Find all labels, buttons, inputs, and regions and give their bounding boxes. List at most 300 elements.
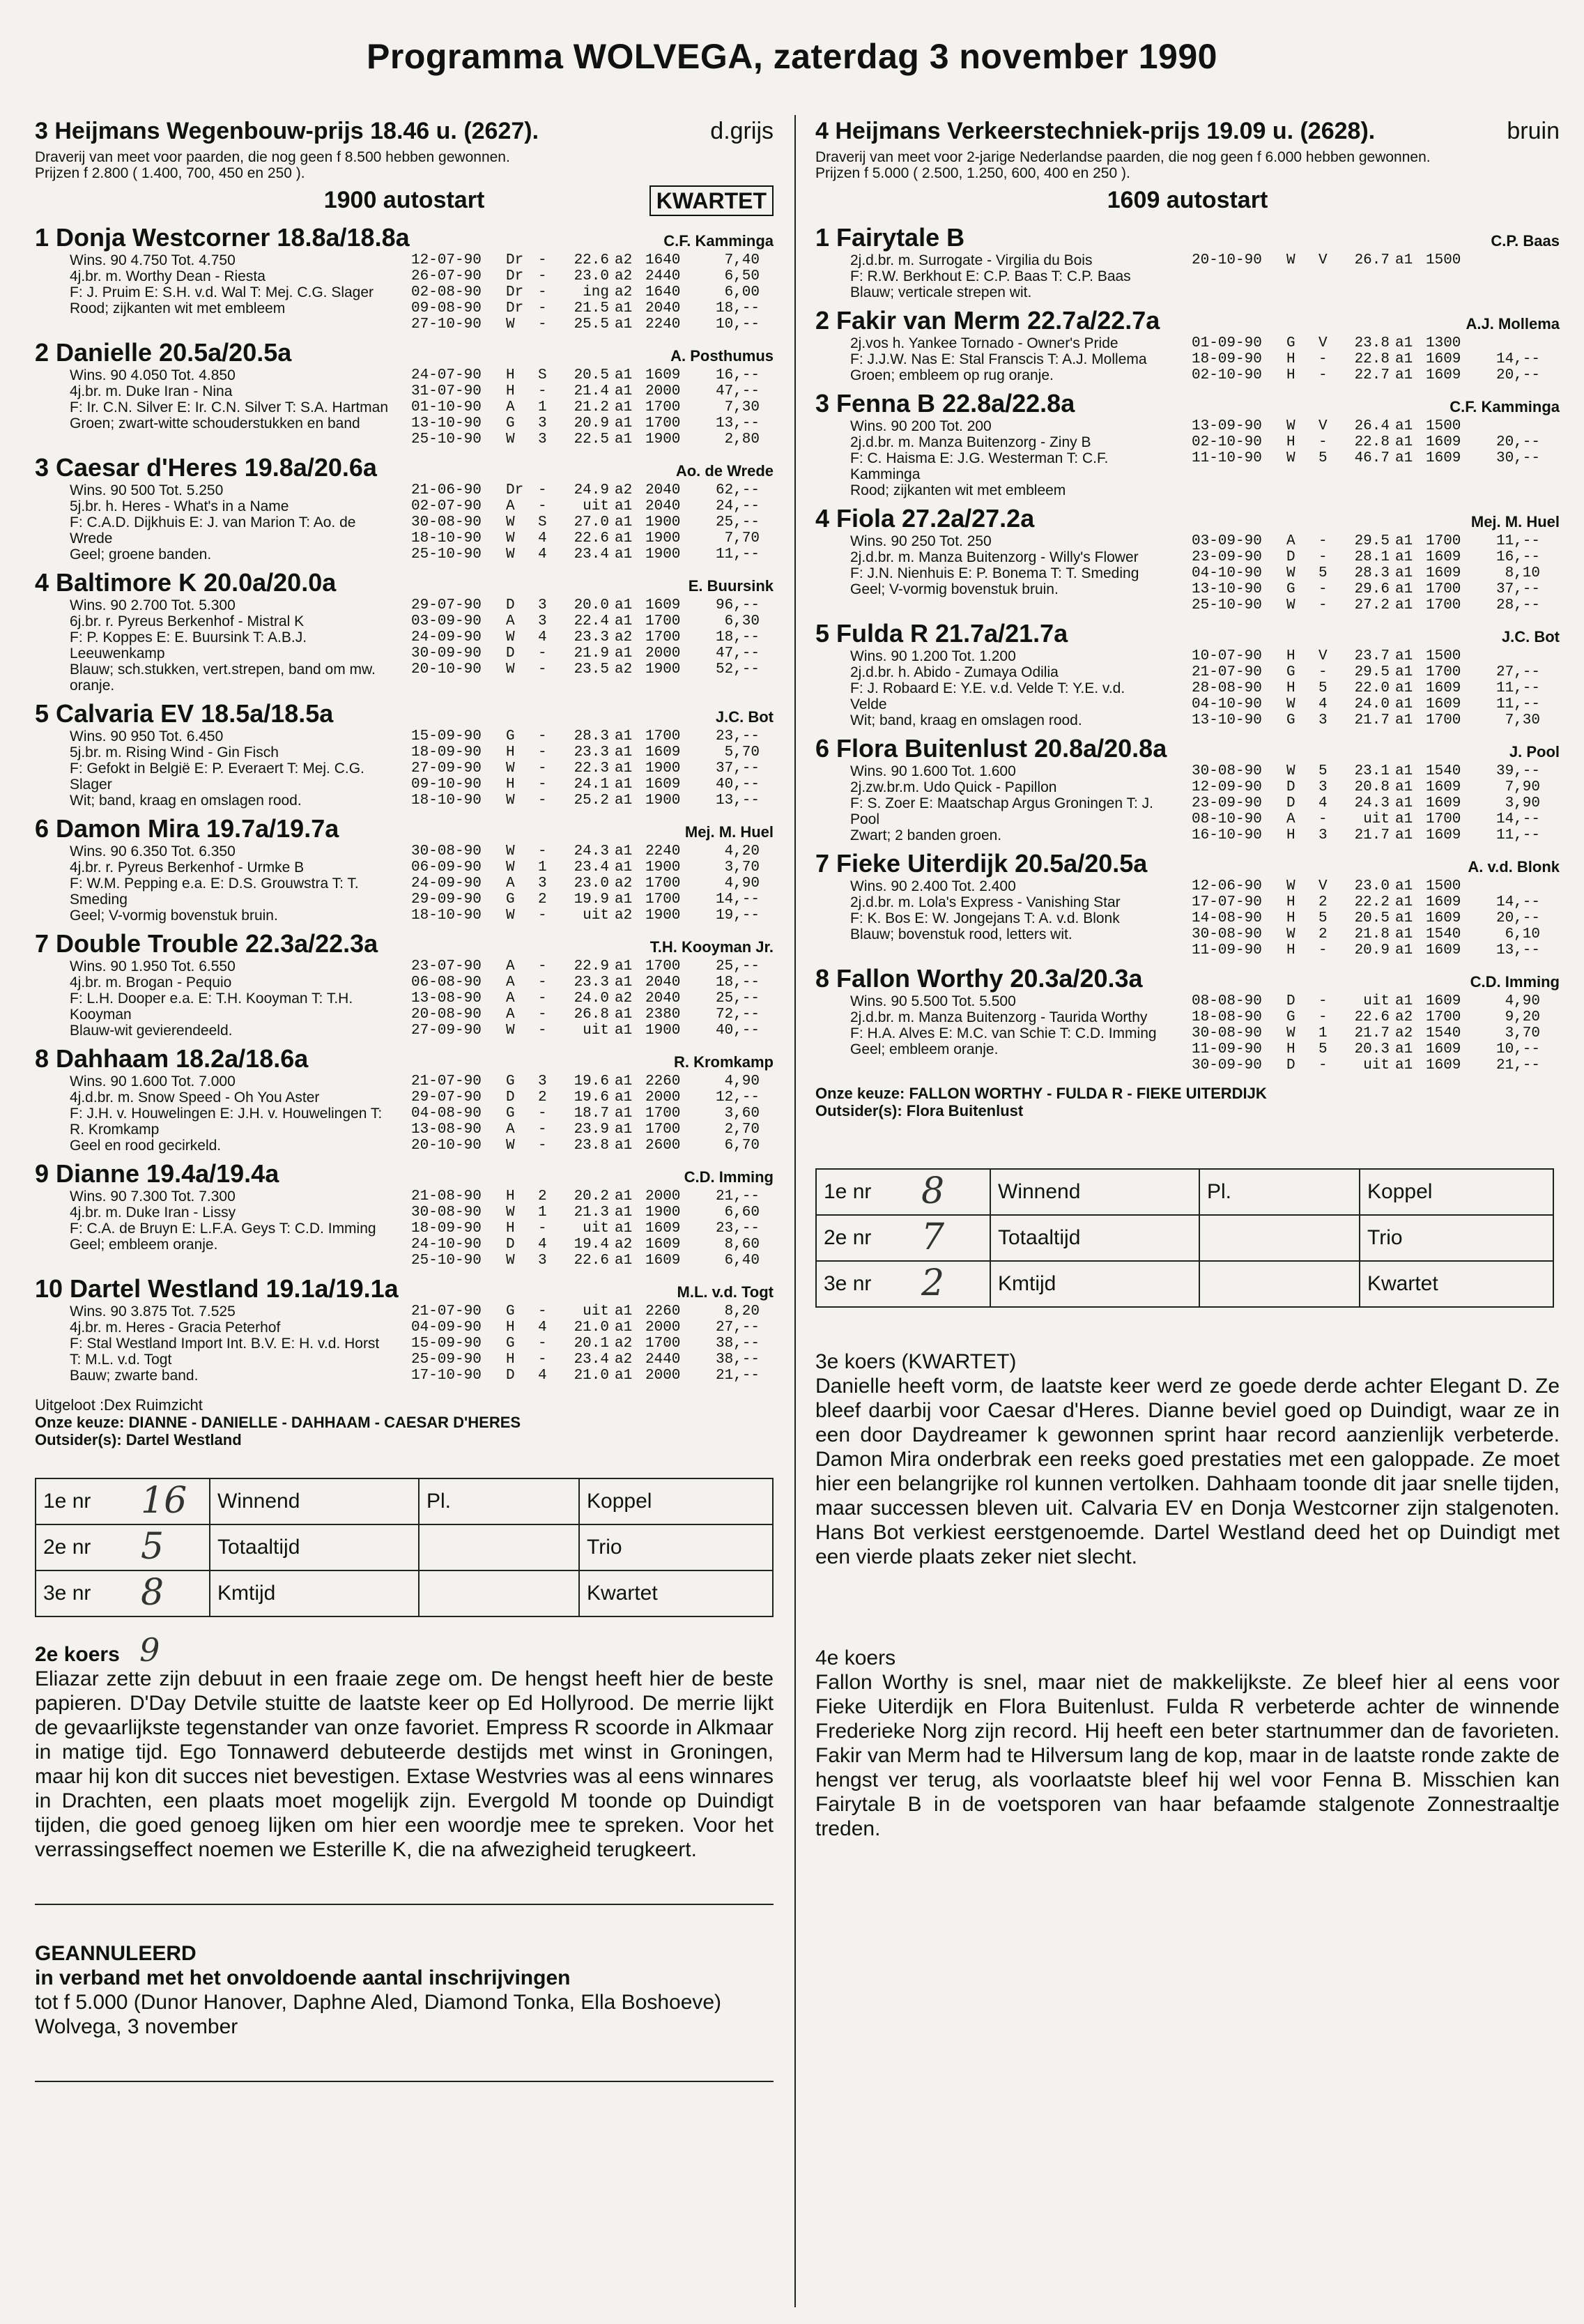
run-cell: 21.7	[1354, 827, 1390, 843]
run-cell: 6,40	[724, 1253, 760, 1269]
run-cell: -	[1318, 351, 1328, 367]
run-cell: 1700	[645, 399, 681, 415]
horse-info-line: Wins. 90 2.700 Tot. 5.300	[70, 597, 236, 613]
run-cell: 1900	[645, 514, 681, 530]
run-cell: 62,--	[715, 482, 760, 498]
horse-info	[815, 993, 1192, 1073]
horse-info-line: F: L.H. Dooper e.a. E: T.H. Kooyman T: T.H.	[70, 991, 353, 1007]
horse-entry	[35, 699, 774, 809]
run-cell: 23.1	[1354, 763, 1390, 779]
run-cell: 2260	[645, 1073, 681, 1090]
run-row	[411, 514, 774, 530]
run-cell: 18-10-90	[411, 793, 482, 809]
run-cell: 1609	[1426, 894, 1461, 910]
run-cell: 20.5	[574, 367, 609, 383]
run-cell: G	[506, 1073, 515, 1090]
horse-info-line: R. Kromkamp	[70, 1122, 160, 1138]
race3-start-row	[35, 184, 774, 217]
run-cell: 1500	[1426, 252, 1461, 268]
run-cell: 28-08-90	[1192, 680, 1262, 696]
run-row	[411, 793, 774, 809]
run-cell: 13,--	[1495, 942, 1540, 958]
run-cell: 1700	[645, 876, 681, 892]
bet-type-cell: Winnend	[210, 1478, 419, 1524]
run-cell: 27,--	[1495, 664, 1540, 680]
bet-position: 3e nr	[43, 1582, 91, 1605]
run-cell: 3	[538, 1253, 547, 1269]
run-cell: G	[1286, 581, 1295, 597]
run-cell: a1	[615, 1138, 633, 1154]
run-cell: 29.5	[1354, 664, 1390, 680]
left-column	[35, 117, 774, 2082]
run-cell: 21.9	[574, 645, 609, 662]
run-cell: 1609	[1426, 450, 1461, 466]
horse-trainer: C.F. Kamminga	[1450, 398, 1560, 415]
run-cell: -	[538, 974, 547, 991]
run-cell: W	[506, 859, 515, 876]
run-cell: 20-10-90	[411, 662, 482, 678]
run-cell: 2440	[645, 268, 681, 284]
run-cell: uit	[1363, 811, 1390, 827]
horse-header	[35, 338, 774, 367]
horse-info-line: Wins. 90 1.950 Tot. 6.550	[70, 958, 236, 974]
horse-info-line: 2j.vos h. Yankee Tornado - Owner's Pride	[850, 335, 1118, 351]
run-cell: 18,--	[715, 974, 760, 991]
run-cell: W	[506, 793, 515, 809]
run-cell: D	[506, 1090, 515, 1106]
run-cell: 1900	[645, 793, 681, 809]
run-cell: 38,--	[715, 1336, 760, 1352]
run-cell: a1	[1395, 335, 1413, 351]
run-cell: 1500	[1426, 418, 1461, 434]
column-divider	[794, 115, 796, 2307]
race4-start-row	[815, 184, 1560, 217]
run-cell: 15-09-90	[411, 1336, 482, 1352]
bet-row	[36, 1570, 773, 1616]
run-cell: 21,--	[715, 1188, 760, 1205]
run-cell: a1	[615, 1106, 633, 1122]
run-cell: 47,--	[715, 383, 760, 399]
run-cell: a1	[1395, 418, 1413, 434]
run-cell: 11,--	[1495, 680, 1540, 696]
run-cell: 21.4	[574, 383, 609, 399]
horse-info-line: Slager	[70, 777, 112, 793]
run-cell: a1	[1395, 712, 1413, 728]
run-row	[1192, 648, 1560, 664]
run-cell: D	[1286, 1057, 1295, 1073]
run-cell: uit	[1363, 993, 1390, 1009]
horse-info-line: F: Stal Westland Import Int. B.V. E: H. v.d. Horst	[70, 1336, 380, 1352]
run-row	[1192, 993, 1560, 1009]
horse-header	[815, 223, 1560, 252]
horse-trainer: A.J. Mollema	[1466, 315, 1560, 332]
run-cell: -	[1318, 597, 1328, 613]
run-cell: uit	[583, 1221, 609, 1237]
run-row	[1192, 795, 1560, 811]
race4-desc-line1: Draverij van meet voor 2-jarige Nederlandse paarden, die nog geen f 6.000 hebben gewonnen.	[815, 149, 1431, 165]
horse-info-line: Leeuwenkamp	[70, 645, 165, 662]
horse-entry	[35, 1044, 774, 1154]
horse-trainer: A. Posthumus	[670, 347, 774, 365]
horse-info-line: Wins. 90 950 Tot. 6.450	[70, 728, 224, 744]
run-cell: A	[506, 1122, 515, 1138]
horse-entry	[815, 619, 1560, 728]
run-cell: 08-10-90	[1192, 811, 1262, 827]
run-cell: H	[506, 1320, 515, 1336]
run-cell: 14,--	[1495, 811, 1540, 827]
run-cell: H	[506, 1221, 515, 1237]
horse-entry	[35, 814, 774, 924]
run-row	[411, 1205, 774, 1221]
run-cell: W	[1286, 252, 1295, 268]
horse-info-line: Blauw; verticale strepen wit.	[850, 284, 1032, 300]
run-cell: W	[506, 431, 515, 448]
horse-info-line: Wins. 90 1.600 Tot. 1.600	[850, 763, 1016, 779]
run-cell: 18.7	[574, 1106, 609, 1122]
run-cell: 1900	[645, 662, 681, 678]
horse-header	[815, 964, 1560, 993]
run-cell: 2040	[645, 991, 681, 1007]
run-cell: 5	[1318, 763, 1328, 779]
run-cell: 03-09-90	[1192, 533, 1262, 549]
run-cell: a1	[615, 367, 633, 383]
horse-details	[35, 843, 774, 924]
run-cell: 25,--	[715, 991, 760, 1007]
horse-info-line: 2j.d.br. h. Abido - Zumaya Odilia	[850, 664, 1059, 680]
run-cell: 27.0	[574, 514, 609, 530]
run-cell: 4	[1318, 696, 1328, 712]
run-cell: 1609	[645, 1221, 681, 1237]
run-cell: G	[1286, 664, 1295, 680]
horse-info-line: Blauw; sch.stukken, vert.strepen, band om mw.	[70, 662, 376, 678]
run-cell: a1	[1395, 648, 1413, 664]
run-cell: H	[1286, 434, 1295, 450]
horse-info-line: F: J.N. Nienhuis E: P. Bonema T: T. Smeding	[850, 565, 1139, 581]
run-cell: 5	[1318, 910, 1328, 926]
horse-info-line: F: J. Robaard E: Y.E. v.d. Velde T: Y.E. v.d.	[850, 680, 1125, 696]
run-row	[411, 876, 774, 892]
run-cell: 22.7	[1354, 367, 1390, 383]
horse-info-line: oranje.	[70, 678, 115, 694]
horse-name: 4 Fiola 27.2a/27.2a	[815, 504, 1035, 533]
run-cell: 2000	[645, 383, 681, 399]
koers3-text: Danielle heeft vorm, de laatste keer werd ze goede derde achter Elegant D. Ze bleef daarbij voor Caesar d'Heres. Dianne beviel goed op Duindigt, waar ze in een door Daydreamer k gewonnen sprint haar record aanzienlijk verbeterde. Damon Mira onderbrak een reeks goed prestaties met een galoppade. Ze moet hier een belangrijke rol kunnen vertolken. Dahhaam toonde dit jaar snelle tijden, maar successen bleven uit. Calvaria EV en Donja Westcorner zijn stalgenoten. Hans Bot verkiest eerstgenoemde. Dartel Westland deed het op Duindigt met een vierde plaats zeker niet slecht.	[815, 1375, 1560, 1568]
bet-form-race3	[35, 1478, 774, 1617]
run-cell: 19.6	[574, 1073, 609, 1090]
run-cell: 19.6	[574, 1090, 609, 1106]
run-cell: 03-09-90	[411, 613, 482, 629]
run-cell: 24-09-90	[411, 876, 482, 892]
run-cell: 2000	[645, 1320, 681, 1336]
horse-info-line: Wins. 90 500 Tot. 5.250	[70, 482, 224, 498]
run-cell: W	[506, 760, 515, 777]
run-cell: 1700	[645, 1122, 681, 1138]
run-cell: 14,--	[1495, 894, 1540, 910]
run-row	[1192, 696, 1560, 712]
run-cell: V	[1318, 648, 1328, 664]
run-cell: Dr	[506, 300, 524, 316]
run-cell: a1	[615, 645, 633, 662]
run-cell: 10-07-90	[1192, 648, 1262, 664]
run-cell: 21.8	[1354, 926, 1390, 942]
horse-info-line: Wins. 90 4.050 Tot. 4.850	[70, 367, 236, 383]
horse-info-line: F: R.W. Berkhout E: C.P. Baas T: C.P. Baas	[850, 268, 1131, 284]
run-cell: a1	[615, 1007, 633, 1023]
run-row	[411, 1352, 774, 1368]
run-cell: 19.4	[574, 1237, 609, 1253]
run-cell: 25,--	[715, 514, 760, 530]
horse-details	[815, 648, 1560, 728]
run-cell: 1540	[1426, 926, 1461, 942]
run-cell: a1	[615, 859, 633, 876]
horse-name: 9 Dianne 19.4a/19.4a	[35, 1159, 279, 1188]
bet-place-cell: Pl.	[1199, 1169, 1360, 1215]
bet-position-cell	[816, 1215, 990, 1261]
run-cell: 7,40	[724, 252, 760, 268]
run-cell: 23.4	[574, 859, 609, 876]
run-cell: 02-07-90	[411, 498, 482, 514]
horse-entry	[815, 849, 1560, 958]
run-cell: S	[538, 367, 547, 383]
run-cell: 23.0	[1354, 878, 1390, 894]
run-cell: a1	[615, 1073, 633, 1090]
run-row	[411, 1188, 774, 1205]
run-cell: a1	[615, 1320, 633, 1336]
run-cell: 17-07-90	[1192, 894, 1262, 910]
run-cell: 1700	[645, 415, 681, 431]
run-cell: 20.0	[574, 597, 609, 613]
run-cell: 25-10-90	[411, 431, 482, 448]
run-cell: 96,--	[715, 597, 760, 613]
horse-info-line: Wins. 90 4.750 Tot. 4.750	[70, 252, 236, 268]
run-cell: 8,10	[1505, 565, 1540, 581]
horse-info-line: Blauw-wit gevierendeeld.	[70, 1023, 233, 1039]
horse-info-line: Geel; V-vormig bovenstuk bruin.	[850, 581, 1059, 597]
run-cell: 1609	[1426, 680, 1461, 696]
run-row	[411, 1221, 774, 1237]
koers2-handwritten: 9	[139, 1631, 160, 1669]
horse-trainer: C.P. Baas	[1491, 232, 1560, 250]
run-cell: -	[1318, 811, 1328, 827]
horse-trainer: Mej. M. Huel	[684, 823, 774, 841]
horse-trainer: R. Kromkamp	[673, 1053, 774, 1071]
run-cell: 13,--	[715, 415, 760, 431]
run-cell: 26.7	[1354, 252, 1390, 268]
horse-trainer: Mej. M. Huel	[1470, 513, 1560, 530]
run-cell: 1900	[645, 1023, 681, 1039]
run-cell: 12,--	[715, 1090, 760, 1106]
bet-place-cell	[1199, 1261, 1360, 1307]
horse-details	[815, 418, 1560, 498]
run-cell: 09-08-90	[411, 300, 482, 316]
run-cell: 46.7	[1354, 450, 1390, 466]
run-cell: 5	[1318, 450, 1328, 466]
geannuleerd-heading: GEANNULEERD	[35, 1942, 197, 1965]
run-cell: a1	[1395, 910, 1413, 926]
horse-name: 3 Caesar d'Heres 19.8a/20.6a	[35, 453, 377, 482]
run-cell: 6,50	[724, 268, 760, 284]
horse-entry	[35, 1274, 774, 1384]
horse-runs	[411, 843, 774, 924]
run-cell: 20.9	[1354, 942, 1390, 958]
run-cell: -	[538, 991, 547, 1007]
bet-extra-cell: Kwartet	[1360, 1261, 1553, 1307]
horse-info-line: Wins. 90 1.600 Tot. 7.000	[70, 1073, 236, 1090]
run-cell: 25-10-90	[411, 1253, 482, 1269]
run-row	[1192, 811, 1560, 827]
run-cell: 22.5	[574, 431, 609, 448]
run-cell: G	[1286, 1009, 1295, 1025]
run-cell: 3,60	[724, 1106, 760, 1122]
run-cell: W	[506, 1205, 515, 1221]
koers2-heading: 2e koers	[35, 1643, 120, 1666]
horse-name: 4 Baltimore K 20.0a/20.0a	[35, 568, 337, 597]
horse-info-line: 4j.br. m. Heres - Gracia Peterhof	[70, 1320, 281, 1336]
run-cell	[1477, 648, 1540, 664]
run-cell: 1640	[645, 284, 681, 300]
run-cell: 1700	[1426, 712, 1461, 728]
run-cell: 25.2	[574, 793, 609, 809]
run-cell: -	[538, 843, 547, 859]
run-cell: 1900	[645, 431, 681, 448]
run-cell: 3,70	[724, 859, 760, 876]
run-cell: a1	[1395, 827, 1413, 843]
run-row	[411, 629, 774, 645]
run-cell: 18-10-90	[411, 530, 482, 546]
horse-info-line: 5j.br. h. Heres - What's in a Name	[70, 498, 289, 514]
run-cell: 29-07-90	[411, 597, 482, 613]
run-cell: 2440	[645, 1352, 681, 1368]
horse-runs	[411, 482, 774, 563]
run-cell: 1	[1318, 1025, 1328, 1041]
run-cell: 3	[538, 876, 547, 892]
run-cell: 02-10-90	[1192, 367, 1262, 383]
run-cell: 3,90	[1505, 795, 1540, 811]
run-cell: 27-09-90	[411, 1023, 482, 1039]
run-cell: a1	[1395, 993, 1413, 1009]
run-cell: 21-07-90	[411, 1073, 482, 1090]
run-cell: -	[538, 1221, 547, 1237]
horse-info	[815, 335, 1192, 383]
run-cell: 21.7	[1354, 1025, 1390, 1041]
run-cell: 22.0	[1354, 680, 1390, 696]
bet-type-cell: Kmtijd	[210, 1570, 419, 1616]
run-cell: a1	[615, 399, 633, 415]
run-cell: 4	[538, 629, 547, 645]
run-row	[1192, 434, 1560, 450]
run-cell: 1700	[645, 958, 681, 974]
run-cell: 1609	[645, 777, 681, 793]
run-cell: a1	[615, 530, 633, 546]
run-cell: -	[1318, 664, 1328, 680]
run-cell: a1	[615, 1023, 633, 1039]
run-cell: 3	[1318, 827, 1328, 843]
horse-runs	[1192, 993, 1560, 1073]
run-cell: -	[538, 662, 547, 678]
run-cell: 6,10	[1505, 926, 1540, 942]
horse-header	[815, 504, 1560, 533]
horse-info-line: 4j.br. r. Pyreus Berkenhof - Urmke B	[70, 859, 305, 876]
run-cell: 4	[538, 530, 547, 546]
run-cell: 25-09-90	[411, 1352, 482, 1368]
run-cell: -	[538, 383, 547, 399]
run-cell: 01-09-90	[1192, 335, 1262, 351]
run-cell: 20.1	[574, 1336, 609, 1352]
run-cell: -	[538, 284, 547, 300]
horse-trainer: C.D. Imming	[684, 1168, 774, 1186]
run-row	[411, 1122, 774, 1138]
run-cell: a1	[1395, 450, 1413, 466]
run-cell: 1500	[1426, 648, 1461, 664]
run-cell: 19,--	[715, 908, 760, 924]
horse-runs	[1192, 418, 1560, 498]
run-cell: 23.8	[1354, 335, 1390, 351]
run-cell: 6,60	[724, 1205, 760, 1221]
run-cell: uit	[583, 1023, 609, 1039]
run-cell: a2	[615, 252, 633, 268]
run-row	[411, 268, 774, 284]
run-cell: 24.0	[574, 991, 609, 1007]
run-cell: a1	[1395, 894, 1413, 910]
horse-trainer: J. Pool	[1509, 743, 1560, 760]
run-cell: 4,90	[724, 1073, 760, 1090]
horse-details	[815, 533, 1560, 613]
run-cell: 1900	[645, 908, 681, 924]
horse-name: 2 Fakir van Merm 22.7a/22.7a	[815, 306, 1160, 335]
horse-info-line: F: J.H. v. Houwelingen E: J.H. v. Houwelingen T:	[70, 1106, 383, 1122]
run-cell: 22.6	[1354, 1009, 1390, 1025]
run-cell: Dr	[506, 268, 524, 284]
run-row	[411, 597, 774, 613]
horse-info-line: Wrede	[70, 530, 113, 546]
run-row	[1192, 1041, 1560, 1057]
run-cell: a1	[615, 974, 633, 991]
run-cell: A	[506, 399, 515, 415]
horse-header	[35, 814, 774, 843]
horse-info-line: Wit; band, kraag en omslagen rood.	[70, 793, 302, 809]
run-cell: a1	[1395, 696, 1413, 712]
horse-info-line: Geel; embleem oranje.	[850, 1041, 999, 1057]
run-cell: 30,--	[1495, 450, 1540, 466]
run-cell: W	[506, 1253, 515, 1269]
run-row	[1192, 779, 1560, 795]
run-cell: 27-10-90	[411, 316, 482, 332]
run-cell: a1	[1395, 549, 1413, 565]
run-cell: 20.8	[1354, 779, 1390, 795]
run-cell: -	[1318, 533, 1328, 549]
run-cell: -	[538, 1336, 547, 1352]
run-cell: 26.8	[574, 1007, 609, 1023]
run-cell: 9,20	[1505, 1009, 1540, 1025]
run-cell: 6,70	[724, 1138, 760, 1154]
run-cell: 24.9	[574, 482, 609, 498]
run-cell: a1	[1395, 664, 1413, 680]
run-cell: -	[538, 908, 547, 924]
run-cell: 20-08-90	[411, 1007, 482, 1023]
bet-row	[816, 1261, 1553, 1307]
run-cell: Dr	[506, 284, 524, 300]
run-cell: 23,--	[715, 1221, 760, 1237]
run-cell: 1300	[1426, 335, 1461, 351]
run-row	[411, 415, 774, 431]
run-row	[1192, 1009, 1560, 1025]
run-cell: a2	[615, 876, 633, 892]
horse-trainer: A. v.d. Blonk	[1468, 858, 1560, 876]
run-cell: 4,90	[724, 876, 760, 892]
horse-trainer: C.D. Imming	[1470, 973, 1560, 991]
horse-info-line: F: C.A. de Bruyn E: L.F.A. Geys T: C.D. Imming	[70, 1221, 376, 1237]
horse-details	[35, 958, 774, 1039]
